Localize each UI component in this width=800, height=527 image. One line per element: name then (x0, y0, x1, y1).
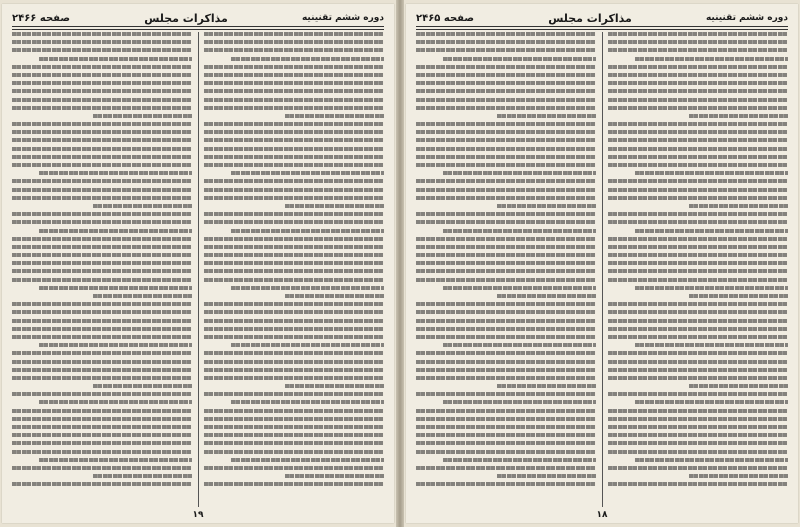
text-line (416, 122, 596, 126)
text-line (416, 155, 596, 159)
text-line (416, 409, 596, 413)
text-line (93, 384, 192, 388)
text-line (608, 138, 788, 142)
text-line (12, 106, 192, 110)
text-line (416, 368, 596, 372)
text-line (416, 98, 596, 102)
text-line (204, 73, 384, 77)
text-line (204, 48, 384, 52)
text-line (39, 286, 192, 290)
text-line (416, 106, 596, 110)
text-line (12, 98, 192, 102)
right-header-session: دوره ششم تقنینیه (705, 13, 788, 23)
text-line (39, 229, 192, 233)
text-line (608, 155, 788, 159)
text-line (204, 130, 384, 134)
text-line (416, 425, 596, 429)
text-line (204, 425, 384, 429)
text-line (416, 466, 596, 470)
text-line (608, 163, 788, 167)
text-line (608, 65, 788, 69)
text-line (204, 98, 384, 102)
text-line (608, 261, 788, 265)
right-page-column-left (416, 32, 596, 507)
text-line (608, 417, 788, 421)
text-line (443, 286, 596, 290)
text-line (416, 147, 596, 151)
text-line (416, 65, 596, 69)
text-line (204, 253, 384, 257)
text-line (12, 441, 192, 445)
text-line (12, 319, 192, 323)
text-line (608, 147, 788, 151)
text-line (416, 212, 596, 216)
book-gutter (396, 0, 404, 527)
text-line (39, 57, 192, 61)
text-line (608, 319, 788, 323)
text-line (204, 245, 384, 249)
text-line (231, 458, 384, 462)
text-line (608, 302, 788, 306)
text-line (608, 106, 788, 110)
text-line (204, 269, 384, 273)
text-line (12, 147, 192, 151)
text-line (635, 171, 788, 175)
left-header-rule (12, 26, 384, 30)
text-line (416, 220, 596, 224)
right-header-page-label: صفحه ۲۴۶۵ (416, 12, 475, 24)
text-line (204, 376, 384, 380)
text-line (497, 204, 596, 208)
text-line (443, 343, 596, 347)
text-line (204, 106, 384, 110)
text-line (93, 204, 192, 208)
text-line (204, 212, 384, 216)
text-line (204, 89, 384, 93)
text-line (608, 351, 788, 355)
left-page (2, 4, 394, 523)
text-line (204, 179, 384, 183)
left-header-session: دوره ششم تقنینیه (301, 13, 384, 23)
text-line (416, 40, 596, 44)
text-line (689, 384, 788, 388)
text-line (285, 204, 384, 208)
text-line (497, 384, 596, 388)
text-line (635, 400, 788, 404)
text-line (608, 409, 788, 413)
text-line (416, 48, 596, 52)
text-line (416, 482, 596, 486)
right-page-columns (416, 32, 788, 507)
text-line (12, 237, 192, 241)
left-page-columns (12, 32, 384, 507)
text-line (12, 417, 192, 421)
text-line (416, 81, 596, 85)
text-line (204, 122, 384, 126)
text-line (443, 458, 596, 462)
text-line (12, 278, 192, 282)
text-line (12, 48, 192, 52)
text-line (204, 351, 384, 355)
text-line (204, 138, 384, 142)
text-line (204, 40, 384, 44)
text-line (204, 417, 384, 421)
text-line (416, 433, 596, 437)
text-line (635, 286, 788, 290)
text-line (231, 57, 384, 61)
text-line (204, 278, 384, 282)
text-line (12, 425, 192, 429)
text-line (204, 196, 384, 200)
text-line (204, 466, 384, 470)
right-header-title: مذاکرات مجلس (548, 11, 632, 25)
text-line (204, 482, 384, 486)
text-line (608, 450, 788, 454)
text-line (416, 335, 596, 339)
text-line (416, 245, 596, 249)
text-line (204, 81, 384, 85)
text-line (204, 392, 384, 396)
text-line (12, 245, 192, 249)
text-line (12, 409, 192, 413)
text-line (416, 188, 596, 192)
text-line (416, 261, 596, 265)
text-line (204, 237, 384, 241)
text-line (608, 269, 788, 273)
text-line (608, 392, 788, 396)
text-line (204, 327, 384, 331)
text-line (12, 81, 192, 85)
text-line (416, 417, 596, 421)
text-line (416, 89, 596, 93)
text-line (497, 294, 596, 298)
text-line (416, 392, 596, 396)
text-line (608, 327, 788, 331)
text-line (635, 458, 788, 462)
text-line (416, 278, 596, 282)
text-line (608, 245, 788, 249)
text-line (416, 360, 596, 364)
text-line (608, 81, 788, 85)
text-line (416, 302, 596, 306)
text-line (204, 433, 384, 437)
text-line (416, 163, 596, 167)
text-line (608, 253, 788, 257)
text-line (416, 237, 596, 241)
text-line (285, 114, 384, 118)
left-page-column-right (204, 32, 384, 507)
text-line (204, 220, 384, 224)
text-line (204, 155, 384, 159)
text-line (39, 343, 192, 347)
text-line (608, 278, 788, 282)
text-line (12, 253, 192, 257)
text-line (689, 294, 788, 298)
text-line (12, 466, 192, 470)
text-line (608, 40, 788, 44)
text-line (416, 32, 596, 36)
text-line (204, 441, 384, 445)
text-line (93, 114, 192, 118)
text-line (12, 130, 192, 134)
text-line (231, 343, 384, 347)
text-line (12, 351, 192, 355)
text-line (416, 253, 596, 257)
text-line (204, 261, 384, 265)
text-line (93, 474, 192, 478)
text-line (416, 179, 596, 183)
text-line (12, 73, 192, 77)
text-line (416, 351, 596, 355)
text-line (12, 327, 192, 331)
right-page (406, 4, 798, 523)
text-line (12, 220, 192, 224)
text-line (416, 450, 596, 454)
text-line (608, 98, 788, 102)
text-line (635, 57, 788, 61)
right-page-header (416, 10, 788, 26)
text-line (12, 155, 192, 159)
left-header-title: مذاکرات مجلس (144, 11, 228, 25)
text-line (608, 335, 788, 339)
text-line (231, 286, 384, 290)
text-line (204, 147, 384, 151)
text-line (608, 425, 788, 429)
text-line (231, 171, 384, 175)
text-line (285, 294, 384, 298)
text-line (12, 122, 192, 126)
text-line (12, 376, 192, 380)
text-line (204, 32, 384, 36)
text-line (608, 376, 788, 380)
right-page-column-right (608, 32, 788, 507)
text-line (608, 441, 788, 445)
text-line (12, 368, 192, 372)
text-line (416, 319, 596, 323)
text-line (416, 138, 596, 142)
text-line (204, 360, 384, 364)
text-line (416, 376, 596, 380)
text-line (12, 482, 192, 486)
text-line (204, 319, 384, 323)
text-line (204, 163, 384, 167)
text-line (12, 360, 192, 364)
text-line (689, 474, 788, 478)
text-line (497, 474, 596, 478)
text-line (12, 212, 192, 216)
left-header-page-label: صفحه ۲۴۶۶ (12, 12, 71, 24)
text-line (608, 237, 788, 241)
text-line (204, 310, 384, 314)
text-line (416, 310, 596, 314)
text-line (39, 458, 192, 462)
text-line (204, 368, 384, 372)
text-line (204, 65, 384, 69)
text-line (12, 65, 192, 69)
text-line (12, 310, 192, 314)
text-line (689, 204, 788, 208)
text-line (416, 73, 596, 77)
text-line (416, 269, 596, 273)
text-line (443, 57, 596, 61)
text-line (443, 400, 596, 404)
text-line (231, 400, 384, 404)
text-line (12, 179, 192, 183)
text-line (635, 229, 788, 233)
text-line (204, 409, 384, 413)
text-line (689, 114, 788, 118)
right-page-number: ۱۸ (596, 510, 608, 520)
text-line (12, 138, 192, 142)
text-line (443, 171, 596, 175)
text-line (608, 122, 788, 126)
text-line (12, 261, 192, 265)
text-line (608, 48, 788, 52)
text-line (608, 360, 788, 364)
text-line (12, 433, 192, 437)
text-line (416, 327, 596, 331)
text-line (12, 269, 192, 273)
text-line (608, 368, 788, 372)
text-line (608, 310, 788, 314)
text-line (608, 73, 788, 77)
text-line (12, 163, 192, 167)
text-line (608, 188, 788, 192)
text-line (285, 474, 384, 478)
text-line (608, 433, 788, 437)
text-line (608, 89, 788, 93)
text-line (416, 196, 596, 200)
text-line (285, 384, 384, 388)
text-line (12, 196, 192, 200)
text-line (204, 302, 384, 306)
text-line (635, 343, 788, 347)
left-page-column-left (12, 32, 192, 507)
left-page-header (12, 10, 384, 26)
text-line (497, 114, 596, 118)
text-line (416, 130, 596, 134)
text-line (608, 466, 788, 470)
text-line (12, 89, 192, 93)
text-line (608, 130, 788, 134)
text-line (12, 450, 192, 454)
text-line (12, 40, 192, 44)
text-line (608, 482, 788, 486)
text-line (12, 32, 192, 36)
text-line (204, 450, 384, 454)
text-line (39, 171, 192, 175)
text-line (608, 196, 788, 200)
text-line (204, 335, 384, 339)
text-line (231, 229, 384, 233)
text-line (39, 400, 192, 404)
text-line (608, 212, 788, 216)
text-line (608, 179, 788, 183)
text-line (204, 188, 384, 192)
left-page-number: ۱۹ (192, 510, 204, 520)
text-line (93, 294, 192, 298)
text-line (416, 441, 596, 445)
text-line (443, 229, 596, 233)
text-line (12, 392, 192, 396)
text-line (12, 302, 192, 306)
text-line (608, 32, 788, 36)
text-line (12, 335, 192, 339)
text-line (12, 188, 192, 192)
right-header-rule (416, 26, 788, 30)
text-line (608, 220, 788, 224)
